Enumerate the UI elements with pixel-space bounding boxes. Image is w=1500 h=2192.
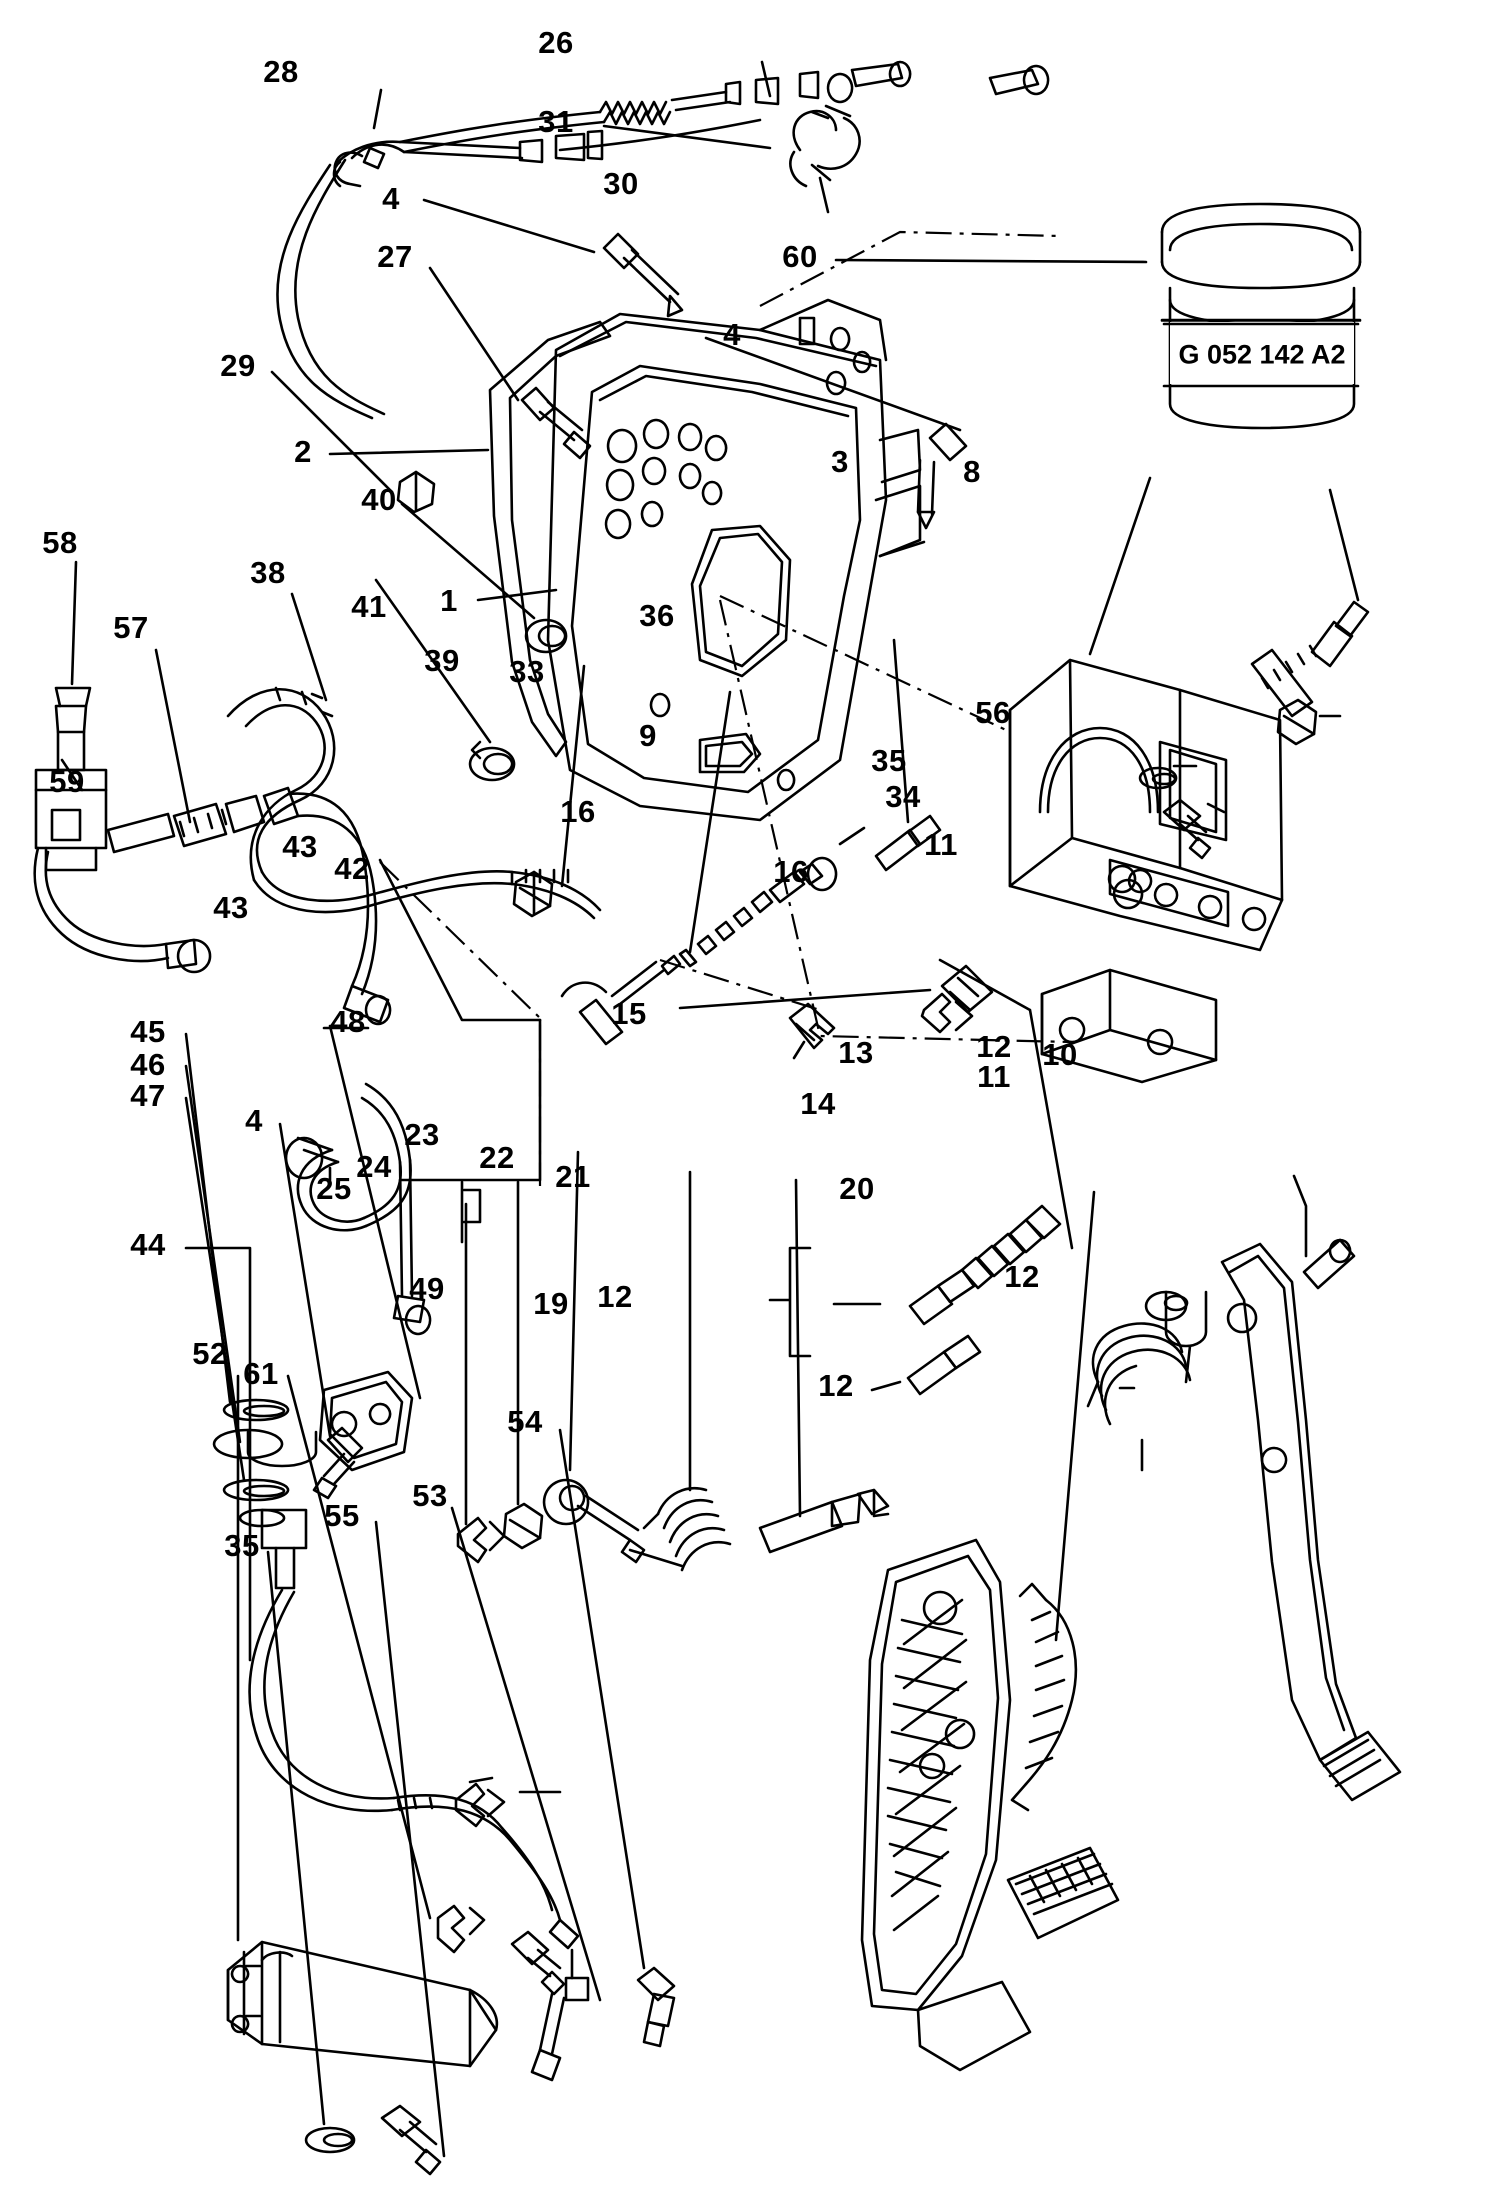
- pin-11-top: [1304, 1240, 1354, 1288]
- leader-46: [186, 1066, 240, 1442]
- leader-47: [186, 1098, 244, 1480]
- leader-27: [430, 268, 518, 400]
- line-59: [35, 848, 210, 972]
- bolt-4-right: [918, 424, 966, 528]
- callout-43-upper: 43: [282, 829, 318, 864]
- callout-22: 22: [479, 1140, 515, 1175]
- leader-33: [690, 692, 730, 952]
- callout-24: 24: [356, 1149, 392, 1184]
- leader-3: [1090, 478, 1150, 654]
- clip-9: [942, 966, 992, 1012]
- leader-21: [796, 1180, 800, 1516]
- callout-33: 33: [509, 654, 545, 689]
- hose-38: [228, 688, 600, 918]
- callout-35-lower: 35: [224, 1528, 260, 1563]
- leader-57: [156, 650, 190, 822]
- callout-12-right: 12: [976, 1029, 1012, 1064]
- leader-16-lower: [794, 1042, 804, 1058]
- callout-10: 10: [1042, 1037, 1078, 1072]
- leader-29: [272, 372, 392, 492]
- leader-23: [570, 1152, 578, 1470]
- pedal-bracket-1: [548, 300, 924, 820]
- leader-31: [604, 126, 770, 148]
- callout-4-top: 4: [382, 181, 400, 216]
- leader-20: [1056, 1192, 1094, 1640]
- ref-line-bracket-to-assembly: [720, 596, 1006, 730]
- callout-41: 41: [351, 589, 387, 624]
- callout-29: 29: [220, 348, 256, 383]
- callout-47: 47: [130, 1078, 166, 1113]
- pushrod-33: [562, 828, 864, 1044]
- leader-4-right: [706, 338, 960, 430]
- callout-16-mid: 16: [773, 854, 809, 889]
- callout-20: 20: [839, 1171, 875, 1206]
- pedal-pad-12-brake: [1008, 1848, 1118, 1938]
- callout-12-clutch-pad: 12: [1004, 1259, 1040, 1294]
- fittings-53-54-55-35: [306, 1932, 674, 2174]
- callout-35-upper: 35: [871, 743, 907, 778]
- callout-11-right: 11: [977, 1059, 1011, 1094]
- callout-4-right: 4: [723, 317, 741, 352]
- grommet-41: [470, 742, 514, 780]
- callout-3: 3: [831, 444, 849, 479]
- callout-23: 23: [404, 1117, 440, 1152]
- assembly-3: [1010, 660, 1282, 1082]
- bolt-4-top: [604, 234, 682, 316]
- line-44: [250, 1590, 578, 1948]
- spring-22: [630, 1488, 730, 1570]
- leader-53: [452, 1508, 600, 2000]
- part-number-label: G 052 142 A2: [1178, 339, 1346, 370]
- clip-16-mid: [922, 994, 972, 1032]
- leader-15: [872, 1382, 900, 1390]
- callout-42: 42: [334, 851, 370, 886]
- callout-14: 14: [800, 1086, 836, 1121]
- leader-60: [836, 260, 1146, 262]
- bracket-42-a: [400, 1020, 540, 1180]
- callout-49: 49: [409, 1271, 445, 1306]
- slave-cylinder-52: [228, 1942, 497, 2066]
- leader-38: [292, 594, 326, 700]
- callout-19: 19: [533, 1286, 569, 1321]
- callout-4-lower: 4: [245, 1103, 263, 1138]
- callout-55: 55: [324, 1498, 360, 1533]
- callout-26: 26: [538, 25, 574, 60]
- leader-40: [402, 504, 534, 618]
- callout-52: 52: [192, 1336, 228, 1371]
- clip-16-lower: [790, 1004, 834, 1048]
- callout-11-top: 11: [924, 827, 958, 862]
- brake-pedal-19: [862, 1540, 1030, 2070]
- leader-35-lower: [268, 1552, 324, 2124]
- callout-48: 48: [330, 1004, 366, 1039]
- hose-57: [108, 788, 390, 1024]
- callout-31: 31: [538, 104, 574, 139]
- clutch-pedal-10: [1222, 1244, 1400, 1800]
- callout-21: 21: [555, 1159, 591, 1194]
- callout-36: 36: [639, 598, 675, 633]
- callout-13: 13: [838, 1035, 874, 1070]
- shaft-8: [1252, 602, 1368, 716]
- callout-61: 61: [243, 1356, 279, 1391]
- callout-58: 58: [42, 525, 78, 560]
- callout-34: 34: [885, 779, 921, 814]
- callout-43-lower: 43: [213, 890, 249, 925]
- callout-60: 60: [782, 239, 818, 274]
- callout-25: 25: [316, 1171, 352, 1206]
- callout-28: 28: [263, 54, 299, 89]
- callout-1: 1: [440, 583, 458, 618]
- callout-2: 2: [294, 434, 312, 469]
- pin-15: [908, 1336, 980, 1394]
- nut-56: [1278, 700, 1316, 744]
- callout-16-lower: 16: [560, 794, 596, 829]
- bracket-19: [770, 1248, 810, 1356]
- callout-15: 15: [611, 996, 647, 1031]
- spring-20: [1012, 1584, 1076, 1810]
- callout-8: 8: [963, 454, 981, 489]
- callout-27: 27: [377, 239, 413, 274]
- callout-59: 59: [49, 764, 85, 799]
- grommet-40: [526, 620, 566, 652]
- leader-11-top: [1294, 1176, 1306, 1256]
- pin-21: [760, 1490, 888, 1552]
- hose-part-60: [1162, 204, 1360, 428]
- callout-30: 30: [603, 166, 639, 201]
- callout-44: 44: [130, 1227, 166, 1262]
- callout-56: 56: [975, 695, 1011, 730]
- rod-27: [522, 388, 590, 458]
- leader-20-x: [1060, 1196, 1100, 1600]
- nut-24: [504, 1504, 542, 1548]
- callout-57: 57: [113, 610, 149, 645]
- callout-54: 54: [507, 1404, 543, 1439]
- leader-4-top: [424, 200, 594, 252]
- callout-9: 9: [639, 718, 657, 753]
- leader-58: [72, 562, 76, 684]
- callout-45: 45: [130, 1014, 166, 1049]
- leader-30b: [820, 178, 828, 212]
- callout-53: 53: [412, 1478, 448, 1513]
- spring-14: [1088, 1324, 1190, 1424]
- leader-1: [478, 590, 556, 600]
- leader-48-shaft: [330, 1026, 420, 1398]
- clip-31: [790, 106, 859, 186]
- leader-28: [374, 90, 381, 128]
- leader-8: [1330, 490, 1358, 600]
- bracket-48: [320, 1372, 412, 1470]
- callout-12-group: 12: [597, 1279, 633, 1314]
- leader-49-x: [500, 1294, 532, 1790]
- callout-12-brake-pad: 12: [818, 1368, 854, 1403]
- callout-38: 38: [250, 555, 286, 590]
- callout-46: 46: [130, 1047, 166, 1082]
- callout-39: 39: [424, 643, 460, 678]
- callout-40: 40: [361, 482, 397, 517]
- clip-61: [438, 1906, 484, 1952]
